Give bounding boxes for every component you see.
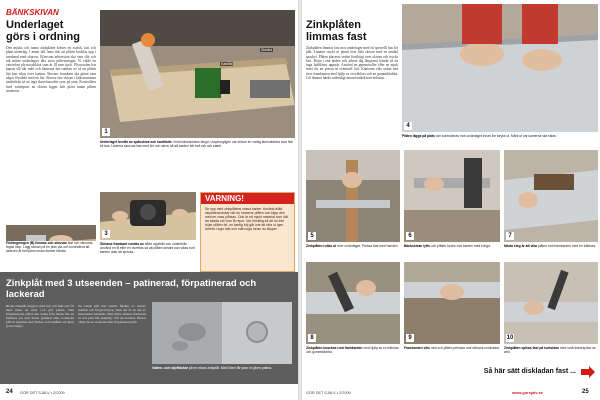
caption-2-bold: Förlängningen (B) limmas och skruvas — [6, 241, 67, 245]
caption-9-text: ned och plåten pressas mot skivans underkant. — [430, 346, 500, 350]
caption-3 — [100, 242, 196, 270]
page-number-left: 24 — [6, 389, 13, 395]
intro-body-text: Den mjuka och tunna zinkplåten kräver ett stabilt, fast och plant underlag. I annat fall finns risk att plåten bucklas upp i samband med skarvar. Eftersom arbetsytan ska vara slät och rak måste underlagret tåla stora påfrestningar. Vi valde en vattenfast plywoodskiva som är 18 mm tjock. Plywooden har kapats till rätt mått och kanterna har rundats av så att plåten lätt kan vikas över kanten. Skivans framkant ska gärna vara något förstärkt med en list. Skruva fast skivan i köksstommen underifrån så att inga skruvhuvuden syns på ytan. Kontrollera med vattenpass att skivan ligger helt plant innan plåten monteras. — [6, 46, 96, 93]
website-link[interactable]: www.gorsjalv.se — [512, 390, 543, 395]
warning-body: Se upp med zinkplåtens vassa kanter. Använd alltid skyddshandskar när du hanterar plåten och klipp den med en vass plåtsax. Zink är ett mjukt material som lätt tar skada och kan få repor. Var försiktig så att du inte böjer plåten fel, en kantig böj går inte att räta ut igen. Arbeta i lugn takt och mät noga innan du klipper. — [205, 207, 288, 232]
caption-4-bold: Plåten läggs på plats — [402, 134, 435, 138]
footer-issue-left: GÖR DET SJÄLV • 2/2009 — [20, 391, 65, 395]
caption-7 — [504, 244, 598, 260]
photo-number: 4 — [404, 122, 412, 130]
photo-4-placing-sheet — [402, 4, 598, 132]
caption-10 — [504, 346, 598, 364]
photo-number: 10 — [506, 335, 514, 341]
photo-9-bending — [404, 262, 500, 344]
caption-10-bold: Zinkplåten spikas fast på kortsidan — [504, 346, 559, 350]
photo-3-router — [100, 192, 196, 240]
left-footer — [0, 385, 298, 400]
caption-8 — [306, 346, 400, 364]
right-headline-line-1: Zinkplåten — [306, 19, 362, 31]
footer-issue-right: GÖR DET SJÄLV • 2/2009 — [306, 391, 351, 395]
photo-number: 1 — [102, 128, 110, 136]
caption-4-text: och kontrolleras mot underlaget innan lim stryks ut. Märk ut var kanterna ska vikas. — [434, 134, 557, 138]
photo-number: 9 — [406, 334, 414, 342]
caption-1-text: i hela bänkskivans längd. Ursprungligen var skivan en vanlig laminatskiva som fick bli bas. Listerna skruvas fast med lim och skruv så att kanten blir helt rak och stabil. — [100, 140, 293, 148]
headline-line-1: Underlaget — [6, 19, 64, 31]
caption-5-text: över underlaget. Pressa fast med handen. — [336, 244, 399, 248]
headline-line-2: görs i ordning — [6, 31, 80, 43]
inset-caption-bold: Vatten- och oljefläckar — [152, 366, 188, 370]
photo-number: 3 — [102, 230, 110, 238]
right-headline-line-2: limmas fast — [306, 31, 367, 43]
caption-3-text: både uppifrån och underifrån. Använd en fil eller en överfräs så att plåten senare kan vikas runt kanten utan att spricka. — [100, 242, 195, 254]
box-column-1: Blank zinkplåt reagerar med luft och fukt och får med tiden en matt och grå patina. Den förpatinerade plåten har redan från fabrik fått en mörkare yta som liknar gammal zink. Lackerad plåt är skyddad mot fläckar och behåller sin ljusa lyster längre. — [6, 304, 74, 329]
caption-7-text: plåten runt framkanten med en träkloss. — [537, 244, 597, 248]
photo-label-skivlist: Skivlist — [261, 48, 272, 52]
right-page — [302, 0, 600, 400]
photo-number: 7 — [506, 232, 514, 240]
arrow-right-icon — [581, 366, 595, 378]
caption-1-bold: Underlaget består av spånskiva och kantlister — [100, 140, 172, 144]
caption-5 — [306, 244, 400, 260]
caption-8-text: med hjälp av en träkloss och gummiklubba. — [306, 346, 399, 354]
caption-6-bold: Bänkskivan lyfts — [404, 244, 431, 248]
photo-8-knocking — [306, 262, 400, 344]
caption-8-bold: Zinkplåten knackas runt framkanten — [306, 346, 363, 350]
warning-box — [200, 192, 295, 272]
caption-1 — [100, 140, 295, 164]
photo-number: 5 — [308, 232, 316, 240]
box-column-2: En blank plåt blir snabbt fläckig av vatten, matfett och fingeravtryck, men det är en del av materialets karaktär. Med tiden jämnas fläckarna ut och ytan blir enhetlig. Vill du undvika fläckar väljer du en lackerad eller förpatinerad plåt. — [78, 304, 146, 325]
caption-2-rest: fast och skivorna fogas ihop. Lägg skivan på en plan yta och kontrollera att skarven är helt jämn innan limmet härdar. — [6, 241, 93, 253]
caption-9-bold: Framkanten viks — [404, 346, 431, 350]
photo-6-clamping — [404, 150, 500, 242]
caption-6 — [404, 244, 500, 260]
photo-sink-stains — [152, 302, 292, 364]
right-footer — [302, 385, 600, 400]
caption-3-bold: Skivans framkant rundas av — [100, 242, 144, 246]
section-kicker: BÄNKSKIVAN — [6, 8, 59, 17]
left-page — [0, 0, 298, 400]
caption-9 — [404, 346, 500, 364]
photo-1-workbench — [100, 10, 295, 138]
warning-title: VARNING! — [201, 193, 294, 204]
caption-2-text — [6, 241, 98, 269]
caption-10-text: med små dekorspikar av zink. — [504, 346, 596, 354]
box-headline: Zinkplåt med 3 utseenden – patinerad, förpatinerad och lackerad — [6, 278, 257, 300]
photo-label-kantlist: Kantlist — [221, 62, 233, 66]
caption-4 — [402, 134, 598, 148]
photo-number: 8 — [308, 334, 316, 342]
caption-7-bold: Nästa steg är att vika — [504, 244, 537, 248]
photo-7-folding — [504, 150, 598, 242]
page-number-right: 25 — [582, 389, 589, 395]
inset-caption — [152, 366, 292, 382]
caption-6-text: och plåten trycks mot kanten med tvinga. — [430, 244, 491, 248]
zinc-variants-box — [0, 272, 298, 384]
continued-text: Så här sätt diskladan fast ... — [483, 368, 576, 375]
photo-5-rolling — [306, 150, 400, 242]
photo-10-nailing — [504, 262, 598, 344]
right-body-text: Zinkplåten limmas fast mot underlaget med ett speciellt lim för plåt. Limmet stryks ut jämnt över hela skivan med en tandad spackel. Plåten placeras sedan försiktigt över skivan och trycks fast. Börja i ena änden och arbeta dig långsamt framåt så att inga luftblåsor uppstår. Använd en gummiroller eller en mjuk trasa för att pressa ut eventuell luft. Kanterna viks sedan ned över framkanten med hjälp av en träkloss och en gummiklubba. Låt limmet härda ordentligt innan bänkskivan belastas. — [306, 46, 398, 81]
caption-5-bold: Zinkplåten rullas ut — [306, 244, 337, 248]
photo-number: 6 — [406, 232, 414, 240]
inset-caption-text: på en blank zinkplåt. Med tiden får ytan en jämn patina. — [188, 366, 273, 370]
